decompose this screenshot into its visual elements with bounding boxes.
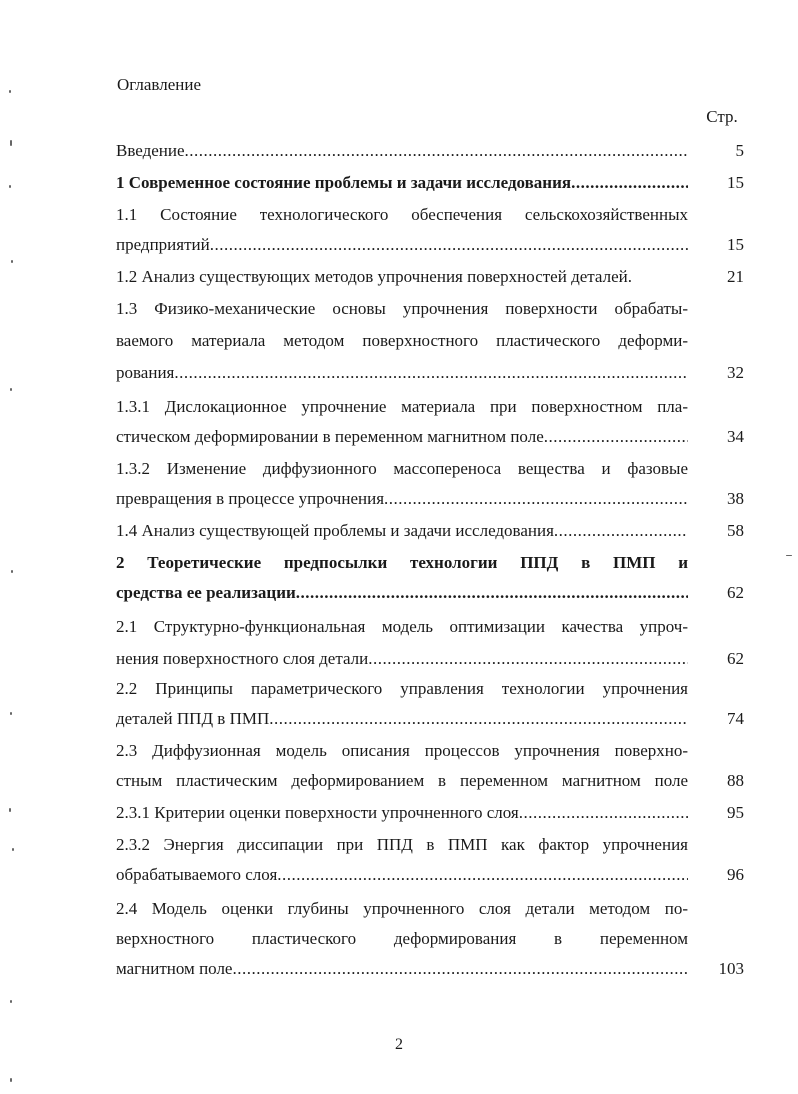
- toc-page-number: 21: [727, 267, 744, 286]
- footer-page-number: 2: [395, 1036, 403, 1053]
- scan-speck: [10, 140, 12, 146]
- toc-page-number: 96: [727, 865, 744, 884]
- toc-entry-2-1-line-2[interactable]: [116, 646, 688, 672]
- toc-entry-text: обрабатываемого слоя .....: [116, 862, 688, 888]
- toc-entry-2-4-line-1[interactable]: 2.4 Модель оценки глубины упрочненного слоя детали методом по-: [116, 899, 688, 918]
- toc-entry-2-3-2-line-2[interactable]: [116, 862, 688, 888]
- toc-entry-1-3-line-2[interactable]: ваемого материала методом поверхностного пластического деформи-: [116, 331, 688, 350]
- toc-entry-2-3-2-line-1[interactable]: 2.3.2 Энергия диссипации при ППД в ПМП как фактор упрочнения: [116, 835, 688, 854]
- toc-entry-text: 1 Современное состояние проблемы и задачи исследования .....: [116, 170, 688, 196]
- scan-speck: [11, 570, 13, 573]
- toc-entry-chapter-2-line-2[interactable]: [116, 580, 688, 606]
- toc-entry-text: нения поверхностного слоя детали .....: [116, 646, 688, 672]
- toc-page-number: 58: [727, 521, 744, 540]
- toc-entry-1-3-2-line-2[interactable]: [116, 486, 688, 512]
- scan-speck: [10, 1000, 12, 1003]
- scan-speck: [12, 848, 14, 851]
- toc-entry-1-1-line-2[interactable]: [116, 232, 688, 258]
- toc-entry-text: стическом деформировании в переменном магнитном поле .....: [116, 424, 688, 450]
- toc-title: Оглавление: [117, 75, 201, 94]
- toc-entry-text: средства ее реализации .....: [116, 580, 688, 606]
- toc-entry-text: Введение .....: [116, 138, 688, 164]
- toc-page-number: 74: [727, 709, 744, 728]
- toc-entry-text: предприятий .....: [116, 232, 688, 258]
- toc-entry-1-3-1-line-2[interactable]: [116, 424, 688, 450]
- scan-speck: [9, 90, 11, 93]
- toc-entry-text: деталей ППД в ПМП .....: [116, 706, 688, 732]
- toc-entry-1-2[interactable]: 1.2 Анализ существующих методов упрочнения поверхностей деталей.: [116, 267, 632, 286]
- toc-entry-2-1-line-1[interactable]: 2.1 Структурно-функциональная модель оптимизации качества упроч-: [116, 617, 688, 636]
- toc-page-number: 38: [727, 489, 744, 508]
- toc-page-number: 5: [735, 141, 744, 160]
- scan-speck: [10, 388, 12, 391]
- toc-entry-1-3-2-line-1[interactable]: 1.3.2 Изменение диффузионного массопереноса вещества и фазовые: [116, 459, 688, 478]
- toc-page-number: 103: [718, 959, 744, 978]
- toc-entry-2-4-line-3[interactable]: [116, 956, 688, 982]
- scan-speck: [786, 555, 792, 556]
- toc-entry-2-3-line-2[interactable]: стным пластическим деформированием в переменном магнитном поле: [116, 771, 688, 790]
- toc-entry-text: магнитном поле .....: [116, 956, 688, 982]
- toc-entry-introduction[interactable]: [116, 138, 688, 164]
- toc-page-number: 95: [727, 803, 744, 822]
- toc-entry-1-3-1-line-1[interactable]: 1.3.1 Дислокационное упрочнение материала при поверхностном пла-: [116, 397, 688, 416]
- toc-entry-1-3-line-3[interactable]: [116, 360, 688, 386]
- scan-speck: [9, 808, 11, 812]
- toc-entry-2-2-line-1[interactable]: 2.2 Принципы параметрического управления технологии упрочнения: [116, 679, 688, 698]
- toc-entry-2-3-1[interactable]: [116, 800, 688, 826]
- toc-entry-chapter-1[interactable]: [116, 170, 688, 196]
- toc-entry-1-1-line-1[interactable]: 1.1 Состояние технологического обеспечения сельскохозяйственных: [116, 205, 688, 224]
- toc-entry-text: рования .....: [116, 360, 688, 386]
- toc-entry-2-3-line-1[interactable]: 2.3 Диффузионная модель описания процессов упрочнения поверхно-: [116, 741, 688, 760]
- toc-entry-chapter-2-line-1[interactable]: 2 Теоретические предпосылки технологии ППД в ПМП и: [116, 553, 688, 572]
- toc-page-number: 34: [727, 427, 744, 446]
- toc-page-number: 32: [727, 363, 744, 382]
- toc-entry-1-3-line-1[interactable]: 1.3 Физико-механические основы упрочнения поверхности обрабаты-: [116, 299, 688, 318]
- toc-entry-2-4-line-2[interactable]: верхностного пластического деформирования в переменном: [116, 929, 688, 948]
- toc-page-number: 62: [727, 649, 744, 668]
- scan-speck: [10, 712, 12, 715]
- scan-speck: [11, 260, 13, 263]
- toc-entry-text: превращения в процессе упрочнения .....: [116, 486, 688, 512]
- toc-page-number: 62: [727, 583, 744, 602]
- toc-entry-text: 1.4 Анализ существующей проблемы и задачи исследования .....: [116, 518, 688, 544]
- toc-page-number: 15: [727, 173, 744, 192]
- toc-entry-2-2-line-2[interactable]: [116, 706, 688, 732]
- scan-speck: [9, 185, 11, 188]
- scan-speck: [10, 1078, 12, 1082]
- toc-entry-1-4[interactable]: [116, 518, 688, 544]
- toc-page-number: 15: [727, 235, 744, 254]
- page-column-label: Стр.: [706, 107, 738, 126]
- toc-entry-text: 2.3.1 Критерии оценки поверхности упрочненного слоя .....: [116, 800, 688, 826]
- toc-page-number: 88: [727, 771, 744, 790]
